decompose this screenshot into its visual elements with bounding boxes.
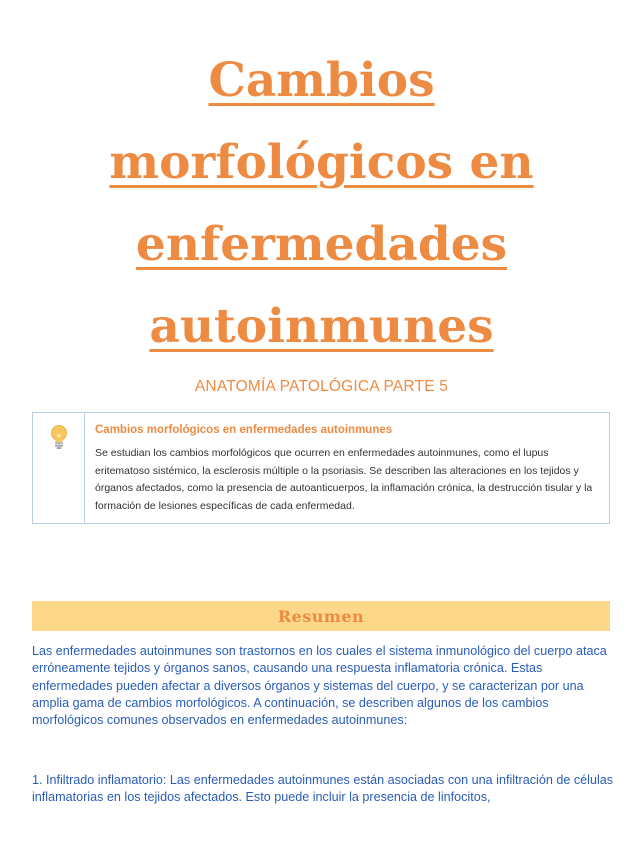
title-line: enfermedades xyxy=(135,217,508,272)
document-subtitle: ANATOMÍA PATOLÓGICA PARTE 5 xyxy=(194,378,449,395)
title-line: autoinmunes xyxy=(149,299,494,354)
callout-title: Cambios morfológicos en enfermedades autoinmunes xyxy=(95,424,393,436)
summary-header-bar xyxy=(32,601,610,631)
summary-heading: Resumen xyxy=(277,606,365,626)
callout-text: Se estudian los cambios morfológicos que ocurren en enfermedades autoinmunes, como el lupus eritematoso sistémico, la esclerosis múltiple o la psoriasis. Se describen las alteraciones en los tejidos y órganos afectados, como la presencia de autoanticuerpos, la inflamación crónica, la destrucción tisular y la formación de lesiones específicas de cada enfermedad. xyxy=(95,447,593,512)
document-title xyxy=(40,40,603,368)
summary-paragraph: 1. Infiltrado inflamatorio: Las enfermedades autoinmunes están asociadas con una infiltración de células inflamatorias en los tejidos afectados. Esto puede incluir la presencia de linfocitos, xyxy=(32,773,614,805)
summary-paragraph: Las enfermedades autoinmunes son trastornos en los cuales el sistema inmunológico del cuerpo ataca erróneamente tejidos y órganos sanos, causando una respuesta inflamatoria crónica. Estas enfermedades pueden afectar a diversos órganos y sistemas del cuerpo, y se caracterizan por una amplia gama de cambios morfológicos. A continuación, se describen algunos de los cambios morfológicos comunes observados en enfermedades autoinmunes: xyxy=(32,644,607,728)
callout-icon-column xyxy=(33,413,85,523)
callout-content xyxy=(85,413,609,523)
lightbulb-icon xyxy=(49,424,69,450)
title-line: Cambios xyxy=(208,53,435,108)
title-line: morfológicos en xyxy=(109,135,534,190)
callout-box xyxy=(32,412,610,524)
